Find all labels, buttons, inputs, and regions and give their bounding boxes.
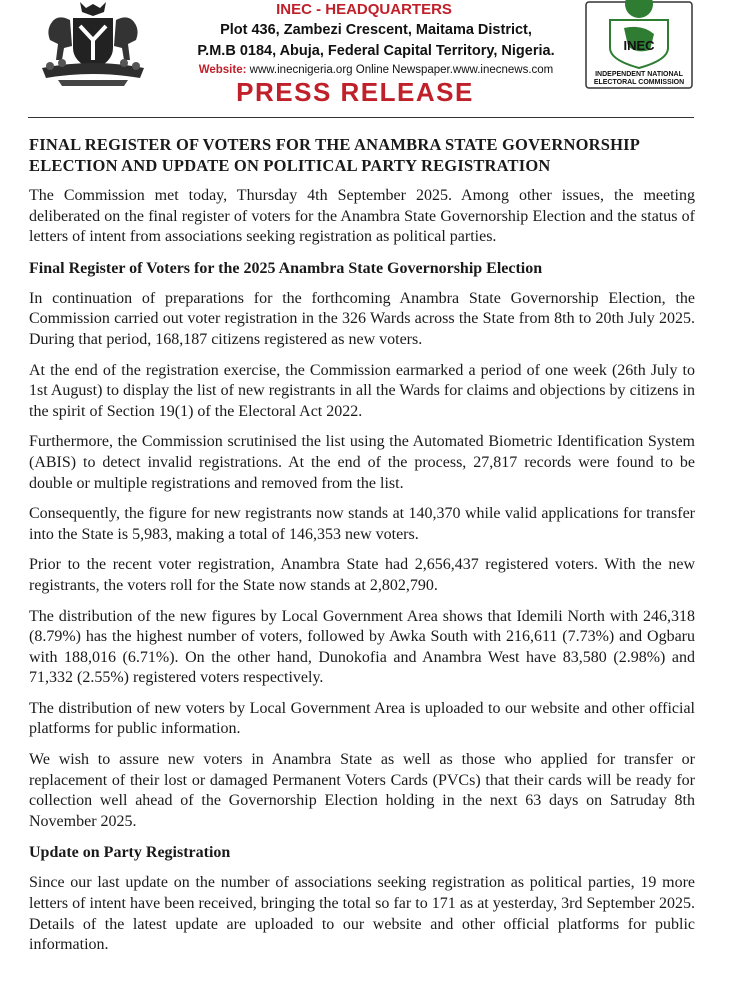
address-line-2: P.M.B 0184, Abuja, Federal Capital Territory, Nigeria. <box>197 43 555 59</box>
document-title: FINAL REGISTER OF VOTERS FOR THE ANAMBRA STATE GOVERNORSHIP ELECTION AND UPDATE ON POLITICAL PARTY REGISTRATION <box>29 135 640 175</box>
inec-logo-icon <box>584 0 694 90</box>
paragraph: Prior to the recent voter registration, Anambra State had 2,656,437 registered voters. With the new registrants, the voters roll for the State now stands at 2,802,790. <box>29 556 695 594</box>
paragraph: The distribution of new voters by Local Government Area is uploaded to our website and other official platforms for public information. <box>29 699 695 738</box>
paragraph: In continuation of preparations for the forthcoming Anambra State Governorship Election, the Commission carried out voter registration in the 326 Wards across the State from 8th to 20th July 2025. During that period, 168,187 citizens registered as new voters. <box>29 289 695 348</box>
paragraph: Consequently, the figure for new registrants now stands at 140,370 while valid applications for transfer into the State is 5,983, making a total of 146,353 new voters. <box>29 505 695 543</box>
press-release-heading: PRESS RELEASE <box>236 77 474 107</box>
coat-of-arms-icon <box>28 0 158 90</box>
letterhead <box>0 0 733 120</box>
section-heading-party-registration: Update on Party Registration <box>29 844 231 862</box>
logo-caption-1: INDEPENDENT NATIONAL <box>595 71 683 78</box>
paragraph: Furthermore, the Commission scrutinised the list using the Automated Biometric Identification System (ABIS) to detect invalid registrations. At the end of the process, 27,817 records were found to be double or multiple registrations and removed from the list. <box>29 433 695 492</box>
paragraph: At the end of the registration exercise, the Commission earmarked a period of one week (26th July to 1st August) to display the list of new registrants in all the Wards for claims and objections by citizens in the spirit of Section 19(1) of the Electoral Act 2022. <box>29 361 695 420</box>
website-label: Website: <box>198 64 247 76</box>
press-release-body <box>29 134 695 966</box>
paragraph: The distribution of the new figures by Local Government Area shows that Idemili North with 246,318 (8.79%) has the highest number of voters, followed by Awka South with 216,611 (7.73%) and Ogbaru with 188,016 (6.71%). On the other hand, Dunokofia and Anambra West have 83,580 (2.98%) and 71,332 (2.55%) registered voters respectively. <box>29 607 695 687</box>
intro-paragraph: The Commission met today, Thursday 4th September 2025. Among other issues, the meeting deliberated on the final register of voters for the Anambra State Governorship Election and the status of letters of intent from associations seeking registration as political parties. <box>29 187 695 246</box>
section-heading-final-register: Final Register of Voters for the 2025 Anambra State Governorship Election <box>29 259 543 277</box>
header-divider <box>28 117 694 118</box>
website-text: www.inecnigeria.org Online Newspaper.www.inecnews.com <box>249 64 554 76</box>
logo-caption-2: ELECTORAL COMMISSION <box>593 79 685 86</box>
website-line <box>186 62 566 78</box>
logo-abbrev: INEC <box>623 38 655 53</box>
address-line-1: Plot 436, Zambezi Crescent, Maitama District, <box>220 22 532 38</box>
hq-title: INEC - HEADQUARTERS <box>276 1 452 18</box>
paragraph: Since our last update on the number of associations seeking registration as political parties, 19 more letters of intent have been received, bringing the total so far to 171 as at yesterday, 3rd September 2025. Details of the latest update are uploaded to our website and other official platforms for public information. <box>29 874 695 954</box>
paragraph: We wish to assure new voters in Anambra State as well as those who applied for transfer or replacement of their lost or damaged Permanent Voters Cards (PVCs) that their cards will be ready for collection well ahead of the Governorship Election holding in the next 63 days on Satruday 8th November 2025. <box>29 751 695 830</box>
